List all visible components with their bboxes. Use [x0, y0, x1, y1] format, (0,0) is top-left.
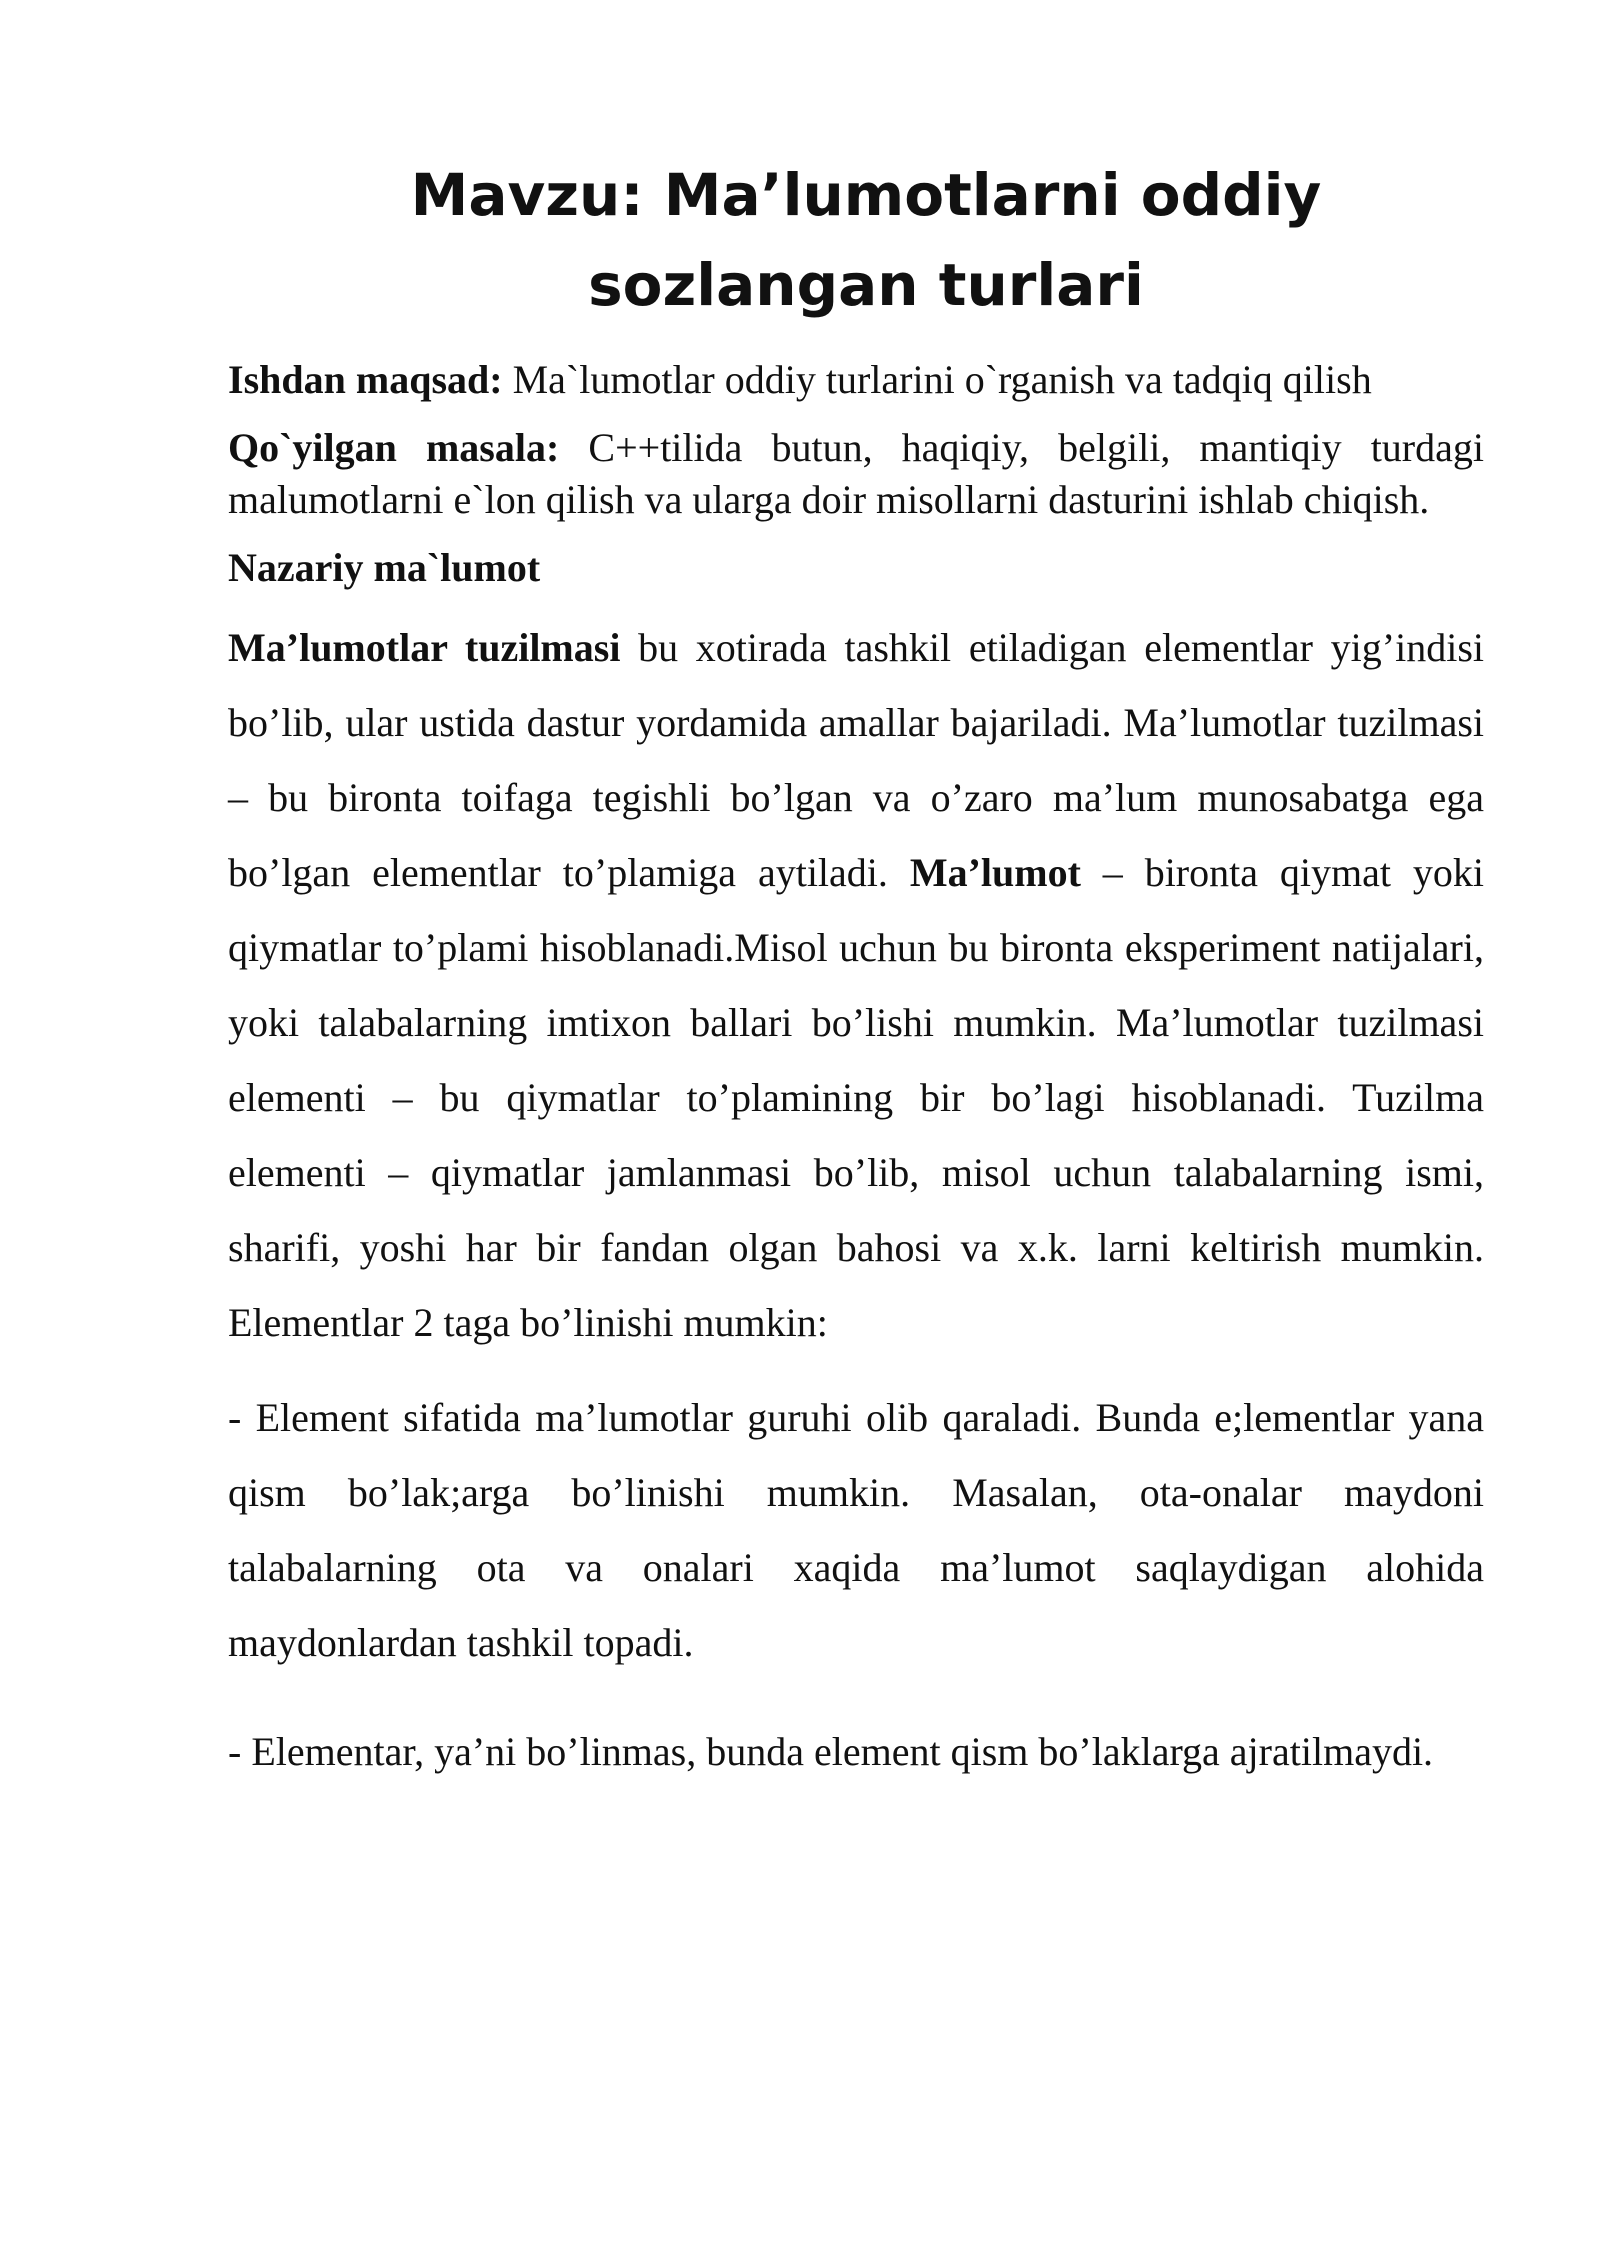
list-item-elementary: - Elementar, ya’ni bo’linmas, bunda element qism bo’laklarga ajratilmaydi.: [228, 1729, 1434, 1774]
goal-label: Ishdan maqsad:: [228, 357, 503, 402]
theory-term-structure: Ma’lumotlar tuzilmasi: [228, 625, 621, 670]
theory-text-2: – bironta qiymat yoki qiymatlar to’plami hisoblanadi.Misol uchun bu bironta eksperiment natijalari, yoki talabalarning imtixon ballari bo’lishi mumkin. Ma’lumotlar tuzilmasi elementi – bu qiymatlar to’plamining bir bo’lagi hisoblanadi. Tuzilma elementi – qiymatlar jamlanmasi bo’lib, misol uchun talabalarning ismi, sharifi, yoshi har bir fandan olgan bahosi va x.k. larni keltirish mumkin. Elementlar 2 taga bo’linishi mumkin:: [228, 850, 1484, 1345]
theory-heading-text: Nazariy ma`lumot: [228, 545, 541, 590]
page-title: Mavzu: Ma’lumotlarni oddiy sozlangan turlari: [410, 161, 1322, 319]
theory-heading: [228, 542, 1484, 594]
goal-text: Ma`lumotlar oddiy turlarini o`rganish va tadqiq qilish: [502, 357, 1372, 402]
theory-term-data: Ma’lumot: [909, 850, 1081, 895]
task-label: Qo`yilgan masala:: [228, 425, 560, 470]
document-content: [228, 150, 1484, 1789]
list-item-group: - Element sifatida ma’lumotlar guruhi olib qaraladi. Bunda e;lementlar yana qism bo’lak;arga bo’linishi mumkin. Masalan, ota-onalar maydoni talabalarning ota va onalari xaqida ma’lumot saqlaydigan alohida maydonlardan tashkil topadi.: [228, 1395, 1484, 1665]
theory-text-1: bu xotirada tashkil etiladigan elementlar yig’indisi bo’lib, ular ustida dastur yordamida amallar bajariladi. Ma’lumotlar tuzilmasi – bu bironta toifaga tegishli bo’lgan va o’zaro ma’lum munosabatga ega bo’lgan elementlar to’plamiga aytiladi.: [228, 625, 1485, 895]
task-text: C++tilida butun, haqiqiy, belgili, mantiqiy turdagi malumotlarni e`lon qilish va ularga doir misollarni dasturini ishlab chiqish.: [228, 425, 1484, 522]
theory-paragraph: [228, 610, 1484, 1360]
goal-paragraph: [228, 354, 1484, 406]
task-paragraph: [228, 422, 1484, 526]
